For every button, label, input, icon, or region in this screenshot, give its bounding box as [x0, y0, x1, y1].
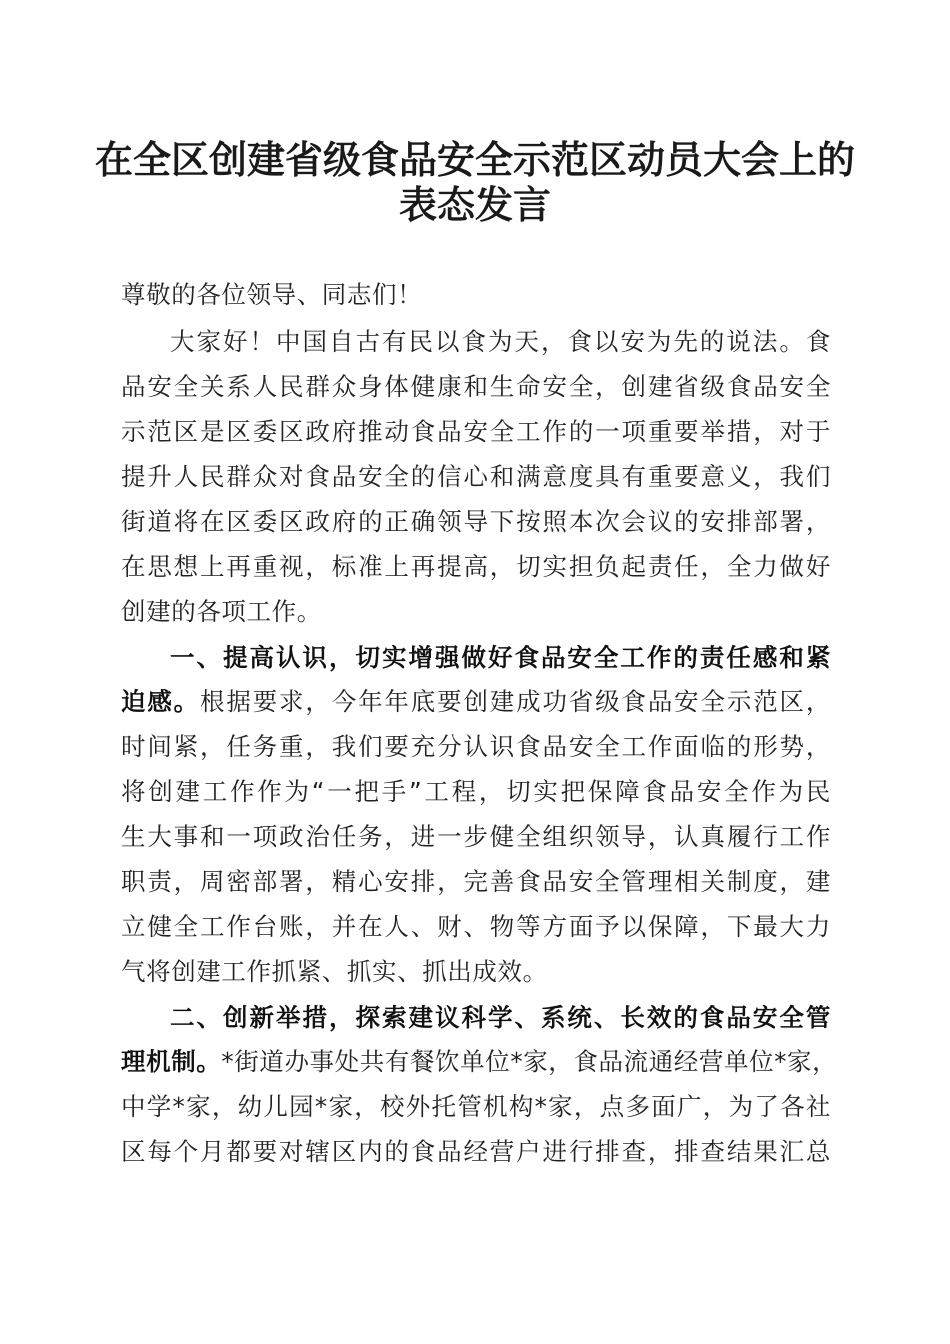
- section-2-heading: 二、创新举措，探索建议科学、系统、长效的食品安全管: [170, 1003, 831, 1032]
- section-2-line-2-text: *街道办事处共有餐饮单位*家，食品流通经营单位*家，: [221, 1047, 838, 1076]
- section-1-line-6: 职责，周密部署，精心安排，完善食品安全管理相关制度，建: [121, 867, 831, 896]
- section-1-line-2-text: 根据要求，今年年底要创建成功省级食品安全示范区，: [200, 687, 831, 716]
- section-2-line-3: 中学*家，幼儿园*家，校外托管机构*家，点多面广，为了各社: [121, 1092, 831, 1121]
- section-2-heading-end: 理机制。: [121, 1047, 222, 1076]
- paragraph-1-line-3: 示范区是区委区政府推动食品安全工作的一项重要举措，对于: [121, 417, 831, 446]
- paragraph-1-line-6: 在思想上再重视，标准上再提高，切实担负起责任，全力做好: [121, 552, 831, 581]
- document-title-line-1: 在全区创建省级食品安全示范区动员大会上的: [94, 137, 855, 182]
- section-1-line-2: [121, 677, 831, 727]
- paragraph-1-line-7: 创建的各项工作。: [121, 597, 322, 626]
- salutation: 尊敬的各位领导、同志们！: [121, 280, 423, 309]
- section-2-line-4: 区每个月都要对辖区内的食品经营户进行排查，排查结果汇总: [121, 1137, 831, 1166]
- section-1-heading: 一、提高认识，切实增强做好食品安全工作的责任感和紧: [170, 643, 831, 672]
- document-title-line-2: 表态发言: [398, 182, 551, 227]
- section-1-line-8: 气将创建工作抓紧、抓实、抓出成效。: [121, 957, 548, 986]
- section-1-line-7: 立健全工作台账，并在人、财、物等方面予以保障，下最大力: [121, 912, 831, 941]
- paragraph-1-line-5: 街道将在区委区政府的正确领导下按照本次会议的安排部署，: [121, 507, 831, 536]
- section-1-line-3: 时间紧，任务重，我们要充分认识食品安全工作面临的形势，: [121, 732, 831, 761]
- section-1-line-5: 生大事和一项政治任务，进一步健全组织领导，认真履行工作: [121, 822, 831, 851]
- section-1-heading-end: 迫感。: [121, 687, 201, 716]
- paragraph-1-line-2: 品安全关系人民群众身体健康和生命安全，创建省级食品安全: [121, 372, 831, 401]
- paragraph-1-line-4: 提升人民群众对食品安全的信心和满意度具有重要意义，我们: [121, 462, 831, 491]
- section-1-line-4: 将创建工作作为“一把手”工程，切实把保障食品安全作为民: [121, 777, 831, 806]
- section-2-line-2: [121, 1037, 838, 1087]
- paragraph-1-line-1: 大家好！中国自古有民以食为天，食以安为先的说法。食: [170, 327, 831, 356]
